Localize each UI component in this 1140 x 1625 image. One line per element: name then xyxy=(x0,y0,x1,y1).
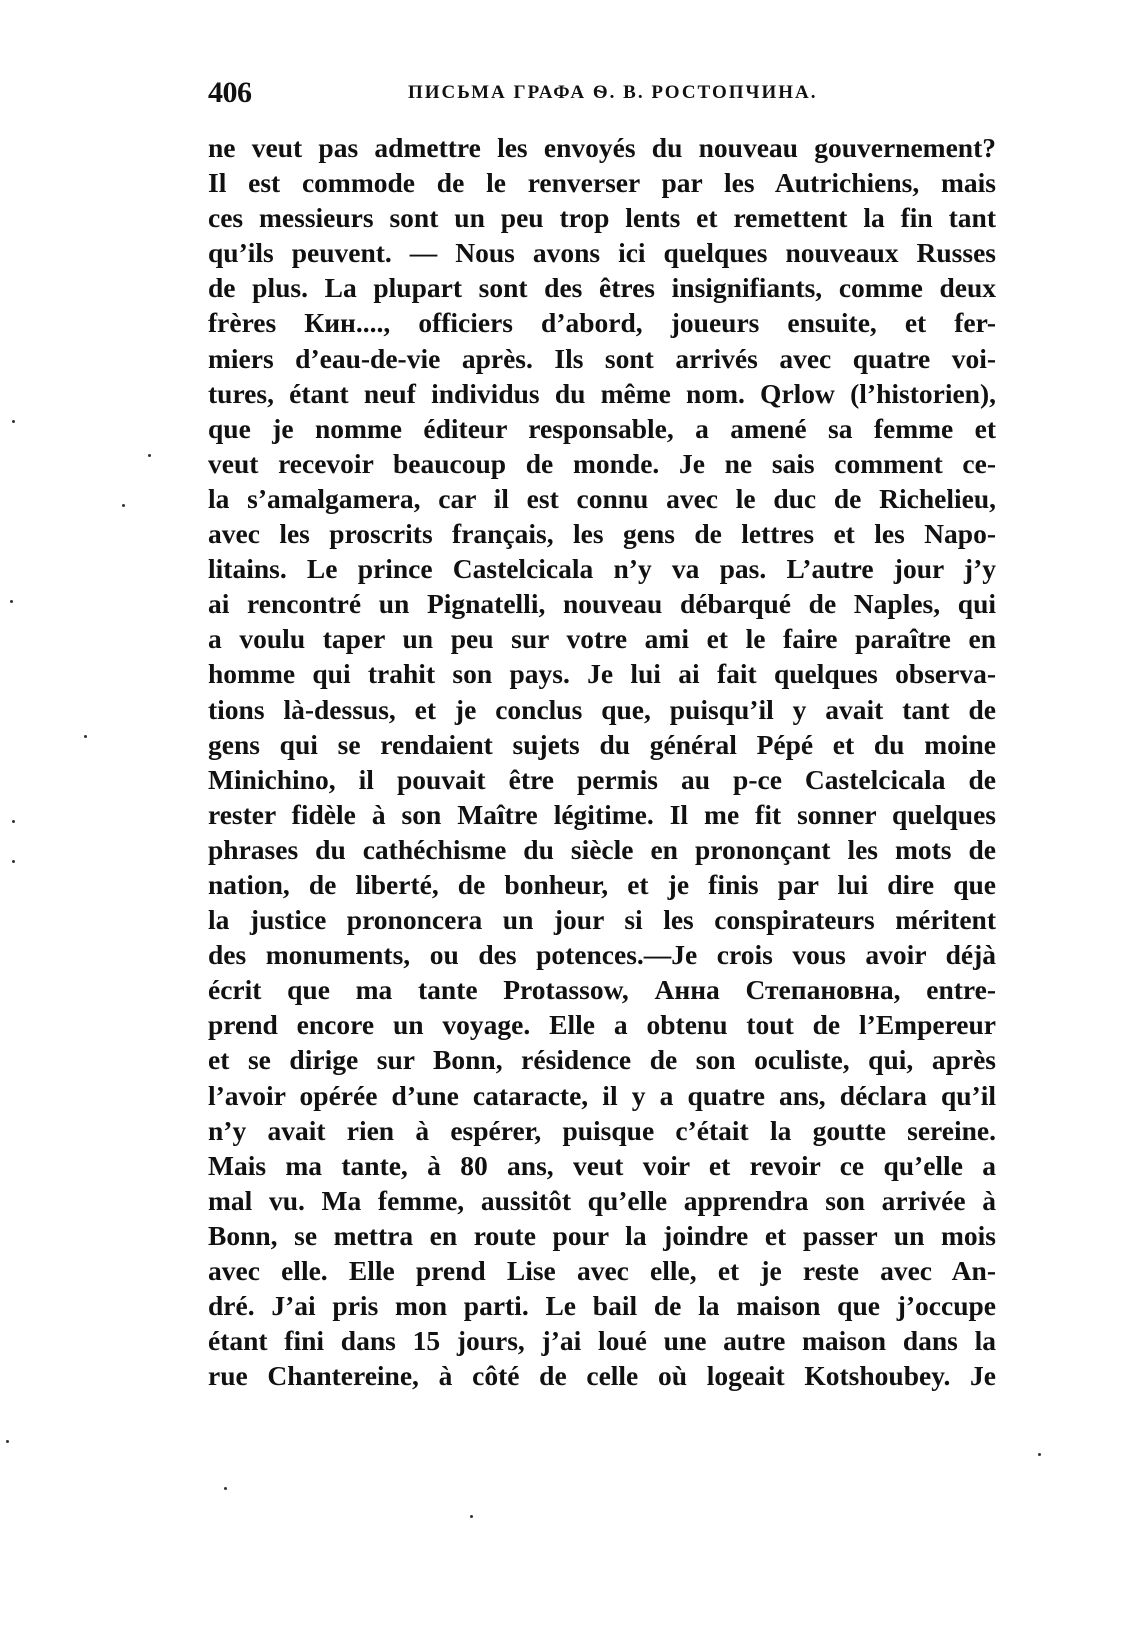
text-line: n’y avait rien à espérer, puisque c’était la goutte sereine. xyxy=(208,1114,996,1146)
running-head xyxy=(208,68,996,112)
text-line: Il est commode de le renverser par les Autrichiens, mais xyxy=(208,167,996,199)
text-line: veut recevoir beaucoup de monde. Je ne sais comment ce- xyxy=(208,447,996,479)
text-line: rue Chantereine, à côté de celle où logeait Kotshoubey. Je xyxy=(208,1360,996,1392)
text-line: que je nomme éditeur responsable, a amené sa femme et xyxy=(208,412,996,444)
text-line: miers d’eau-de-vie après. Ils sont arrivés avec quatre voi- xyxy=(208,342,996,374)
text-line: gens qui se rendaient sujets du général Pépé et du moine xyxy=(208,728,996,760)
scan-speck xyxy=(10,600,13,603)
text-line: dré. J’ai pris mon parti. Le bail de la maison que j’occupe xyxy=(208,1290,996,1322)
text-line: a voulu taper un peu sur votre ami et le faire paraître en xyxy=(208,623,996,655)
text-line: de plus. La plupart sont des êtres insignifiants, comme deux xyxy=(208,272,996,304)
text-line: Mais ma tante, à 80 ans, veut voir et revoir ce qu’elle a xyxy=(208,1149,996,1181)
scan-speck xyxy=(122,504,125,507)
text-line: homme qui trahit son pays. Je lui ai fait quelques observa- xyxy=(208,658,996,690)
text-line: ne veut pas admettre les envoyés du nouveau gouvernement? xyxy=(208,132,996,163)
running-title: ПИСЬМА ГРАФА Ѳ. В. РОСТОПЧИНА. xyxy=(408,82,818,103)
scan-speck xyxy=(470,1515,473,1518)
text-line: frères Кин...., officiers d’abord, joueurs ensuite, et fer- xyxy=(208,307,996,339)
text-line: nation, de liberté, de bonheur, et je finis par lui dire que xyxy=(208,868,996,900)
text-line: avec elle. Elle prend Lise avec elle, et je reste avec An- xyxy=(208,1255,996,1286)
text-line: qu’ils peuvent. — Nous avons ici quelques nouveaux Russes xyxy=(208,237,996,269)
scan-speck xyxy=(224,1487,227,1490)
text-line: tures, étant neuf individus du même nom. Qrlow (l’historien), xyxy=(208,377,996,409)
text-line: des monuments, ou des potences.—Je crois vous avoir déjà xyxy=(208,939,996,971)
page-number: 406 xyxy=(208,76,252,109)
text-line: écrit que ma tante Protassow, Анна Степановна, entre- xyxy=(208,974,996,1006)
scan-speck xyxy=(6,1440,9,1443)
text-line: rester fidèle à son Maître légitime. Il me fit sonner quelques xyxy=(208,798,996,830)
text-line: prend encore un voyage. Elle a obtenu tout de l’Empereur xyxy=(208,1009,996,1041)
text-line: et se dirige sur Bonn, résidence de son oculiste, qui, après xyxy=(208,1044,996,1076)
text-line: tions là-dessus, et je conclus que, puisqu’il y avait tant de xyxy=(208,693,996,725)
text-line: l’avoir opérée d’une cataracte, il y a quatre ans, déclara qu’il xyxy=(208,1079,996,1111)
scan-speck xyxy=(12,420,15,423)
scan-speck xyxy=(12,820,15,823)
text-line: étant fini dans 15 jours, j’ai loué une autre maison dans la xyxy=(208,1325,996,1357)
scan-speck xyxy=(148,454,151,457)
text-line: ces messieurs sont un peu trop lents et remettent la fin tant xyxy=(208,202,996,234)
text-line: litains. Le prince Castelcicala n’y va pas. L’autre jour j’y xyxy=(208,553,996,585)
text-line: Bonn, se mettra en route pour la joindre et passer un mois xyxy=(208,1219,996,1251)
text-line: phrases du cathéchisme du siècle en prononçant les mots de xyxy=(208,833,996,865)
text-line: ai rencontré un Pignatelli, nouveau débarqué de Naples, qui xyxy=(208,588,996,620)
scan-speck xyxy=(1038,1453,1041,1456)
scan-speck xyxy=(12,860,15,863)
text-line: la s’amalgamera, car il est connu avec le duc de Richelieu, xyxy=(208,482,996,514)
scan-speck xyxy=(84,735,87,738)
body-text xyxy=(208,130,996,1393)
text-line: avec les proscrits français, les gens de lettres et les Napo- xyxy=(208,518,996,550)
text-line: mal vu. Ma femme, aussitôt qu’elle apprendra son arrivée à xyxy=(208,1184,996,1216)
text-line: la justice prononcera un jour si les conspirateurs méritent xyxy=(208,904,996,936)
text-line: Minichino, il pouvait être permis au p-ce Castelcicala de xyxy=(208,763,996,795)
